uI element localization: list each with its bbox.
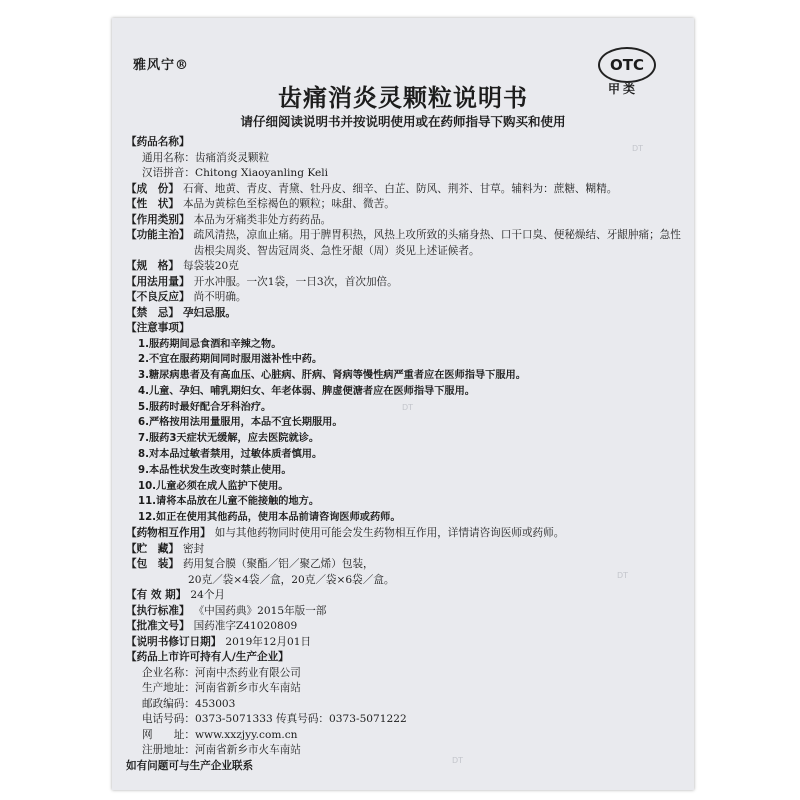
field-label: 【有 效 期】 (126, 589, 187, 602)
field-package (126, 557, 682, 573)
pinyin-name: 汉语拼音：Chitong Xiaoyanling Keli (142, 167, 329, 179)
website: 网 址：www.xxzjyy.com.cn (142, 728, 298, 741)
field-value: 《中国药典》2015年版一部 (193, 604, 327, 617)
field-label: 【作用类别】 (126, 213, 190, 226)
generic-name: 通用名称：齿痛消炎灵颗粒 (142, 151, 270, 164)
field-label: 【性 状】 (126, 198, 179, 210)
otc-badge: OTC (598, 47, 656, 83)
note-item: 8.对本品过敏者禁用，过敏体质者慎用。 (138, 449, 323, 461)
field-label: 【功能主治】 (126, 229, 190, 241)
otc-class-label: 甲类 (608, 82, 639, 96)
note-item: 11.请将本品放在儿童不能接触的地方。 (138, 496, 320, 508)
note-item: 4.儿童、孕妇、哺乳期妇女、年老体弱、脾虚便溏者应在医师指导下服用。 (138, 385, 475, 397)
leaflet-content (126, 135, 682, 774)
brand-logo: 雅风宁® (133, 58, 190, 73)
note-item: 1.服药期间忌食酒和辛辣之物。 (138, 338, 282, 350)
field-value: 本品为牙痛类非处方药药品。 (193, 213, 332, 226)
postal-code: 邮政编码：453003 (142, 697, 236, 710)
field-label: 【说明书修订日期】 (126, 635, 222, 648)
field-value: 疏风清热，凉血止痛。用于脾胃积热，风热上攻所致的头痛身热、口干口臭、便秘燥结、牙龈肿痛；急性齿根尖周炎、智齿冠周炎、急性牙龈（周）炎见上述证候者。 (193, 229, 681, 257)
field-value: 2019年12月01日 (225, 635, 312, 648)
field-value: 密封 (182, 542, 205, 555)
field-contraindications (126, 306, 682, 322)
watermark: DT (632, 144, 644, 153)
field-standard (126, 604, 682, 620)
note-item: 2.不宜在服药期间同时服用滋补性中药。 (138, 354, 323, 366)
note-item: 9.本品性状发生改变时禁止使用。 (138, 464, 292, 476)
notes-heading: 【注意事项】 (126, 322, 190, 334)
package-detail: 20克／袋×4袋／盒，20克／袋×6袋／盒。 (188, 573, 395, 586)
registered-address: 注册地址：河南省新乡市火车南站 (142, 744, 301, 757)
field-label: 【规 格】 (126, 260, 179, 272)
document-title: 齿痛消炎灵颗粒说明书 (278, 84, 528, 112)
field-value: 药用复合膜（聚酯／铝／聚乙烯）包装， (182, 558, 374, 571)
note-item: 5.服药时最好配合牙科治疗。 (138, 401, 272, 413)
holder-heading: 【药品上市许可持有人/生产企业】 (126, 651, 289, 664)
field-dosage (126, 275, 682, 291)
field-value: 国药准字Z41020809 (193, 620, 298, 633)
field-label: 【执行标准】 (126, 604, 190, 617)
field-value: 每袋装20克 (182, 260, 239, 272)
field-adverse-reactions (126, 290, 682, 306)
field-category (126, 213, 682, 229)
watermark: DT (402, 403, 414, 412)
field-expiry (126, 588, 682, 604)
phone-fax: 电话号码：0373-5071333 传真号码：0373-5071222 (142, 713, 407, 726)
field-specification (126, 259, 682, 275)
field-appearance (126, 197, 682, 213)
field-value: 本品为黄棕色至棕褐色的颗粒；味甜、微苦。 (182, 198, 395, 210)
production-address: 生产地址：河南省新乡市火车南站 (142, 682, 301, 695)
field-value: 孕妇忌服。 (182, 306, 236, 319)
document-subtitle: 请仔细阅读说明书并按说明使用或在药师指导下购买和使用 (240, 114, 566, 129)
field-storage (126, 542, 682, 558)
watermark: DT (452, 756, 464, 765)
note-item: 7.服药3天症状无缓解，应去医院就诊。 (138, 433, 320, 445)
field-label: 【禁 忌】 (126, 306, 179, 319)
company-name: 企业名称：河南中杰药业有限公司 (142, 666, 301, 679)
field-value: 如与其他药物同时使用可能会发生药物相互作用，详情请咨询医师或药师。 (214, 527, 565, 540)
field-approval (126, 619, 682, 635)
field-label: 【贮 藏】 (126, 542, 179, 555)
watermark: DT (617, 571, 629, 580)
field-value: 尚不明确。 (193, 291, 247, 303)
drug-name-heading: 【药品名称】 (126, 136, 190, 148)
field-value: 石膏、地黄、青皮、青黛、牡丹皮、细辛、白芷、防风、荆芥、甘草。辅料为：蔗糖、糊精。 (182, 182, 618, 195)
field-indications (126, 228, 682, 259)
field-label: 【成 份】 (126, 182, 179, 195)
note-item: 12.如正在使用其他药品，使用本品前请咨询医师或药师。 (138, 512, 401, 524)
note-item: 10.儿童必须在成人监护下使用。 (138, 480, 289, 492)
field-value: 开水冲服。一次1袋，一日3次，首次加倍。 (193, 275, 398, 288)
field-label: 【用法用量】 (126, 275, 190, 288)
field-label: 【批准文号】 (126, 620, 190, 633)
contact-note: 如有问题可与生产企业联系 (126, 759, 254, 772)
note-item: 3.糖尿病患者及有高血压、心脏病、肝病、肾病等慢性病严重者应在医师指导下服用。 (138, 370, 526, 382)
instruction-leaflet (112, 18, 694, 790)
field-ingredients (126, 182, 682, 198)
field-label: 【包 装】 (126, 558, 179, 571)
field-value: 24个月 (190, 589, 226, 602)
field-revision-date (126, 635, 682, 651)
field-label: 【药物相互作用】 (126, 527, 211, 540)
note-item: 6.严格按用法用量服用，本品不宜长期服用。 (138, 417, 343, 429)
field-label: 【不良反应】 (126, 291, 190, 303)
field-interactions (126, 526, 682, 542)
